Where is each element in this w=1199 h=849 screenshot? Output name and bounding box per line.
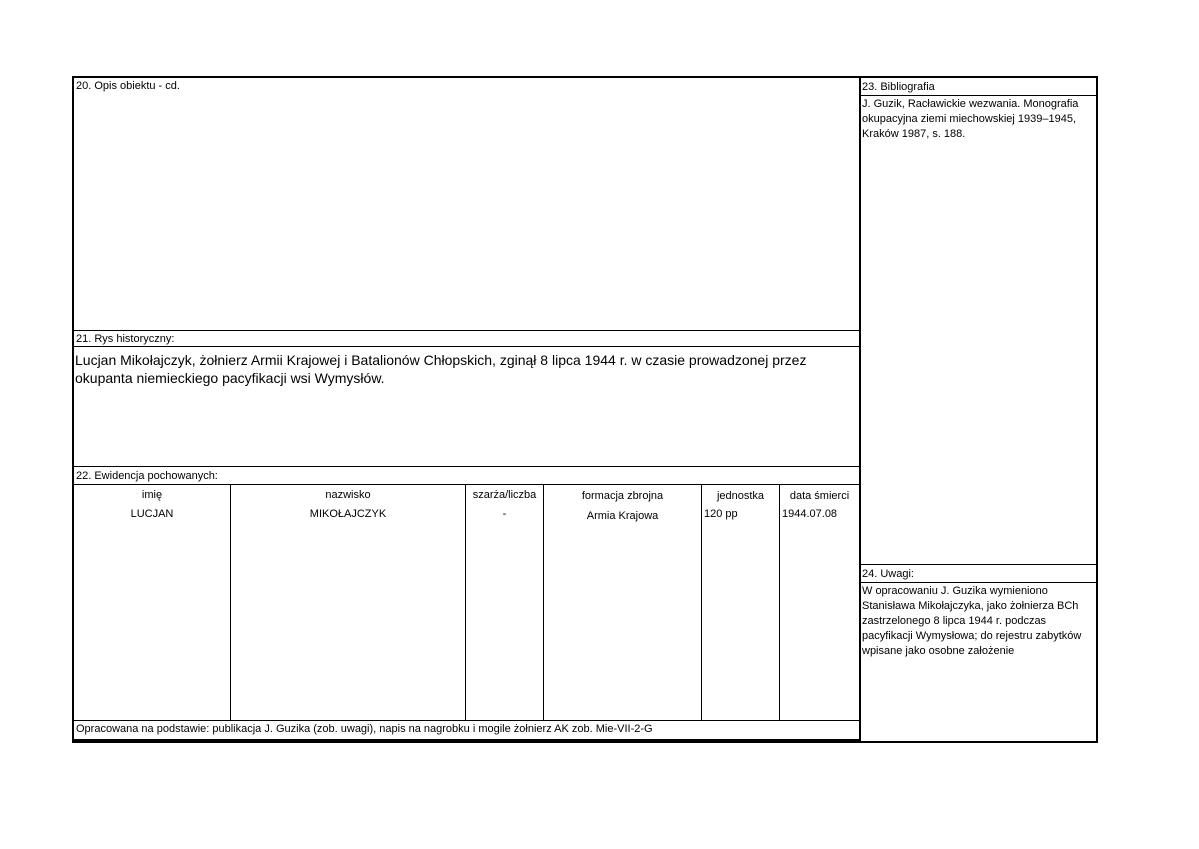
table-header-name: imię xyxy=(141,489,163,501)
table-header-rank: szarża/liczba xyxy=(472,489,537,501)
section-22-label: 22. Ewidencja pochowanych: xyxy=(76,470,218,482)
table-col-line xyxy=(779,484,780,720)
section-21-label: 21. Rys historyczny: xyxy=(76,333,175,345)
footer-bottom-line xyxy=(73,739,860,741)
cell-unit: 120 pp xyxy=(704,508,738,520)
cell-name: LUCJAN xyxy=(130,508,174,520)
remarks-text: W opracowaniu J. Guzika wymieniono Stanisława Mikołajczyka, jako żołnierza BCh zastrzelonego 8 lipca 1944 r. podczas pacyfikacji Wymysłowa; do rejestru zabytków wpisane jako osobne założenie xyxy=(862,585,1082,657)
remarks-divider xyxy=(860,564,1097,565)
source-note: Opracowana na podstawie: publikacja J. Guzika (zob. uwagi), napis na nagrobku i mogile żołnierz AK zob. Mie-VII-2-G xyxy=(76,723,653,735)
table-header-death-date: data śmierci xyxy=(789,490,850,502)
table-header-unit: jednostka xyxy=(716,490,765,502)
bibliography-header-line xyxy=(860,95,1097,96)
section-23-label: 23. Bibliografia xyxy=(862,81,935,93)
column-divider xyxy=(859,77,861,742)
cell-surname: MIKOŁAJCZYK xyxy=(309,508,387,520)
footer-line xyxy=(73,720,860,721)
section-24-label: 24. Uwagi: xyxy=(862,568,914,580)
cell-formation: Armia Krajowa xyxy=(586,510,659,522)
burials-header-line xyxy=(73,484,860,485)
history-header-line xyxy=(73,346,860,347)
table-header-formation: formacja zbrojna xyxy=(581,490,664,502)
bibliography-text: J. Guzik, Racławickie wezwania. Monografia okupacyjna ziemi miechowskiej 1939–1945, Kraków 1987, s. 188. xyxy=(862,98,1079,140)
history-divider xyxy=(73,330,860,331)
table-col-line xyxy=(701,484,702,720)
burials-divider xyxy=(73,466,860,467)
cell-death-date: 1944.07.08 xyxy=(782,508,838,520)
cell-rank: - xyxy=(502,508,507,520)
history-text: Lucjan Mikołajczyk, żołnierz Armii Krajowej i Batalionów Chłopskich, zginął 8 lipca 1944 r. w czasie prowadzonej przez okupanta niemieckiego pacyfikacji wsi Wymysłów. xyxy=(75,352,807,386)
table-header-surname: nazwisko xyxy=(325,489,371,501)
remarks-header-line xyxy=(860,582,1097,583)
section-20-label: 20. Opis obiektu - cd. xyxy=(76,80,180,92)
